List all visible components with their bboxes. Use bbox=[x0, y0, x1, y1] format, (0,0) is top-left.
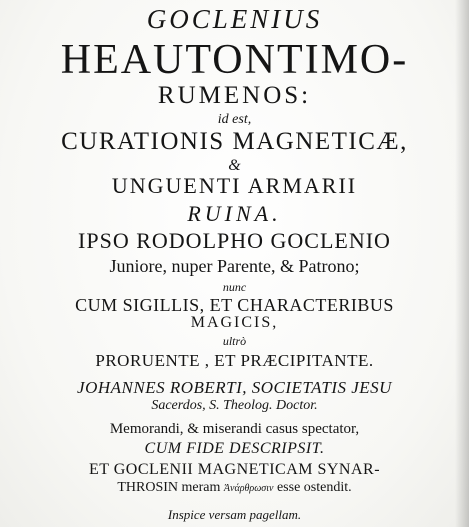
ipso-line: IPSO RODOLPHO GOCLENIO bbox=[78, 228, 391, 253]
inspice-line: Inspice versam pagellam. bbox=[167, 507, 302, 522]
magicis-line: MAGICIS, bbox=[190, 314, 279, 331]
sacerdos-line: Sacerdos, S. Theolog. Doctor. bbox=[151, 398, 318, 413]
unguenti-line: UNGUENTI ARMARII bbox=[111, 173, 358, 198]
throsin-text: THROSIN meram bbox=[117, 480, 221, 495]
title-line-1: HEAUTONTIMO- bbox=[60, 37, 409, 83]
curationis-line: CURATIONIS MAGNETICÆ, bbox=[61, 128, 408, 155]
greek-word: Ἀνάρθρωσιν bbox=[223, 483, 274, 494]
author-line: GOCLENIUS bbox=[146, 4, 323, 34]
title-line-2: RUMENOS: bbox=[157, 82, 312, 109]
et-symbol: & bbox=[228, 157, 241, 174]
cum-sigillis-line: CUM SIGILLIS, ET CHARACTERIBUS bbox=[75, 295, 394, 315]
memorandi-line: Memorandi, & miserandi casus spectator, bbox=[109, 421, 360, 437]
page-edge-shadow bbox=[455, 0, 469, 527]
esse-ostendit-text: esse ostendit. bbox=[276, 480, 352, 495]
ruina-line: RUINA. bbox=[187, 201, 282, 226]
proruente-line: PRORUENTE , ET PRÆCIPITANTE. bbox=[95, 351, 374, 370]
juniore-line: Juniore, nuper Parente, & Patrono; bbox=[109, 256, 360, 276]
et-goclenii-line: ET GOCLENII MAGNETICAM SYNAR- bbox=[88, 461, 381, 478]
cum-fide-line: CUM FIDE DESCRIPSIT. bbox=[144, 440, 325, 457]
nunc-line: nunc bbox=[222, 280, 247, 294]
ultro-line: ultrò bbox=[222, 334, 247, 348]
throsin-line bbox=[0, 481, 469, 495]
johannes-line: JOHANNES ROBERTI, SOCIETATIS JESU bbox=[77, 378, 392, 397]
id-est-line: id est, bbox=[217, 112, 252, 127]
